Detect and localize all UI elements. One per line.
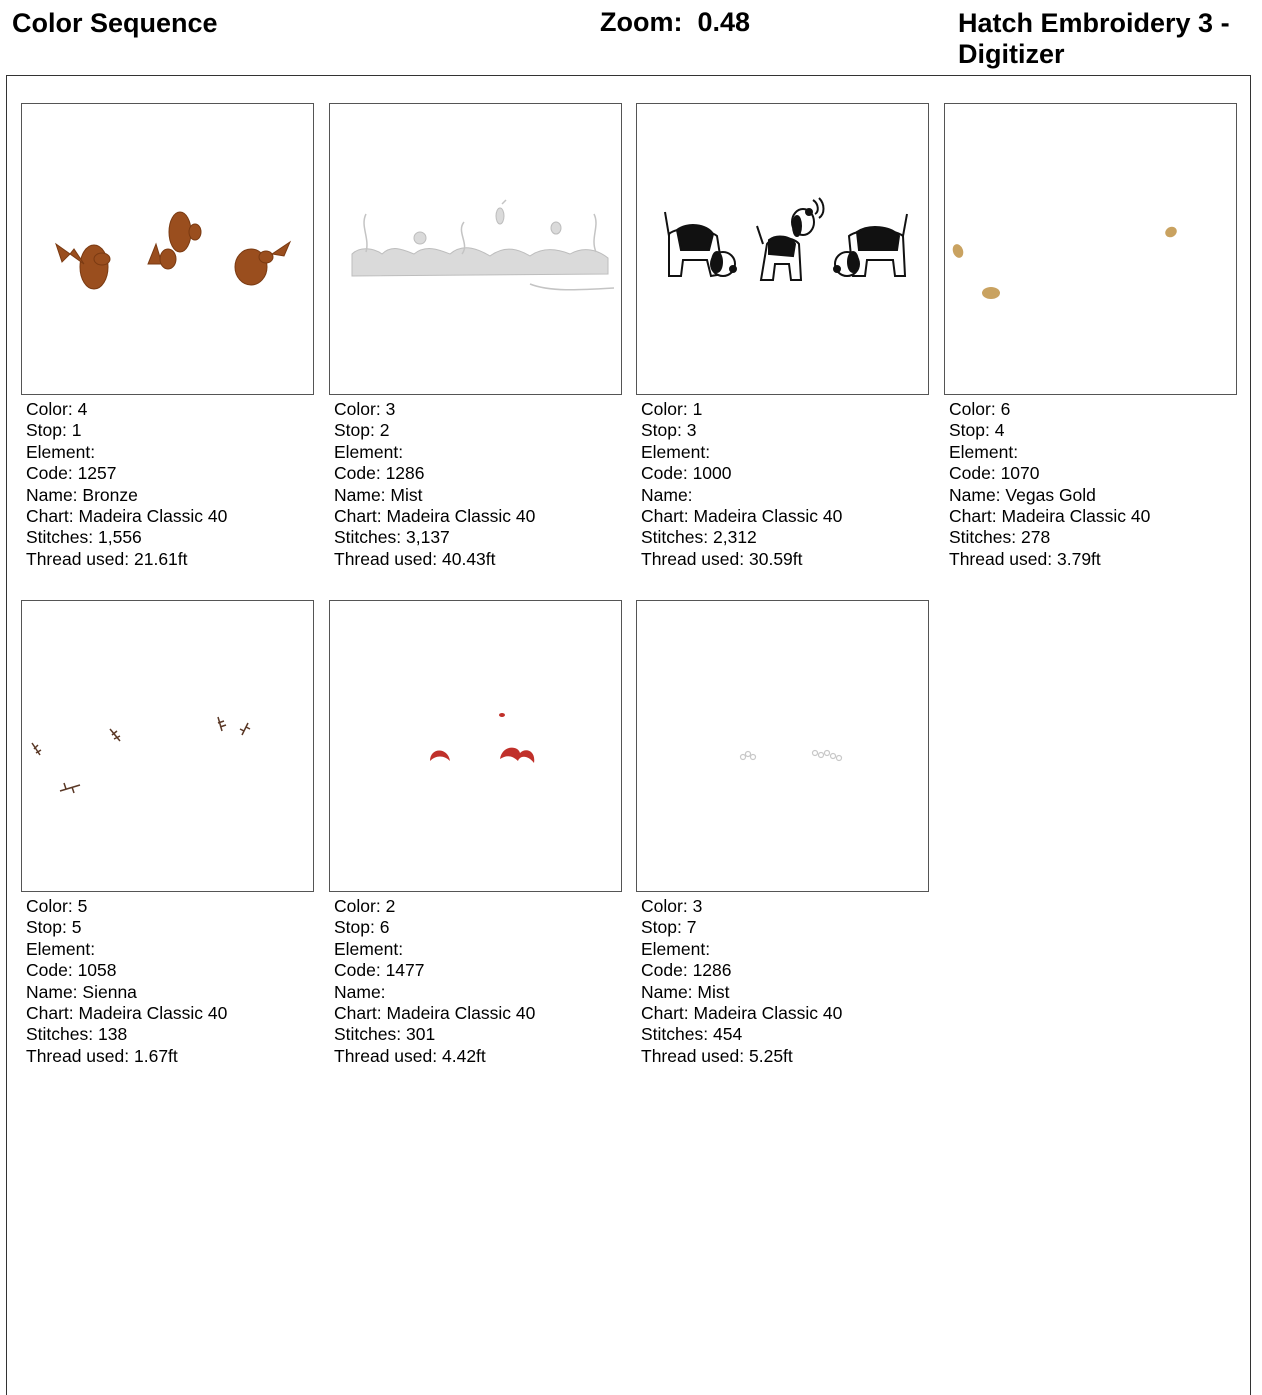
chart-value: Madeira Classic 40 <box>386 505 536 526</box>
chart-value: Madeira Classic 40 <box>693 505 843 526</box>
chart-label: Chart: <box>641 505 689 526</box>
name-label: Name: <box>949 484 1001 505</box>
stop-label: Stop: <box>641 420 682 441</box>
stop-label: Stop: <box>334 420 375 441</box>
thread-label: Thread used: <box>26 548 130 569</box>
zoom-label: Zoom: <box>600 7 683 37</box>
page-title: Color Sequence <box>12 8 218 38</box>
chart-label: Chart: <box>334 1002 382 1023</box>
stop-label: Stop: <box>26 917 67 938</box>
thread-label: Thread used: <box>26 1045 130 1066</box>
element-label: Element: <box>334 938 404 959</box>
code-label: Code: <box>334 960 381 981</box>
stop-value: 3 <box>686 420 697 441</box>
red-tongues-preview <box>330 601 621 891</box>
stitches-value: 2,312 <box>713 527 757 548</box>
name-label: Name: <box>26 484 78 505</box>
chart-label: Chart: <box>26 1002 74 1023</box>
name-value: Mist <box>390 484 423 505</box>
thread-value: 4.42ft <box>442 1045 486 1066</box>
chart-value: Madeira Classic 40 <box>78 505 228 526</box>
color-value: 1 <box>692 399 703 419</box>
color-value: 3 <box>692 896 703 916</box>
chart-label: Chart: <box>26 505 74 526</box>
element-label: Element: <box>26 938 96 959</box>
name-label: Name: <box>641 484 693 505</box>
thread-value: 30.59ft <box>749 548 803 569</box>
color-stop-info <box>334 399 535 570</box>
stitch-preview <box>636 600 929 892</box>
color-stop-info <box>641 399 842 570</box>
color-value: 5 <box>77 896 88 916</box>
chart-label: Chart: <box>949 505 997 526</box>
thread-value: 5.25ft <box>749 1045 793 1066</box>
stitch-preview <box>21 103 314 395</box>
chart-label: Chart: <box>641 1002 689 1023</box>
color-label: Color: <box>949 399 996 419</box>
stitches-value: 3,137 <box>406 527 450 548</box>
code-value: 1286 <box>385 463 425 484</box>
thread-label: Thread used: <box>641 548 745 569</box>
color-stop-info <box>641 896 842 1067</box>
chart-value: Madeira Classic 40 <box>78 1002 228 1023</box>
stitches-label: Stitches: <box>949 527 1017 548</box>
name-label: Name: <box>26 981 78 1002</box>
beagles-preview <box>637 104 928 394</box>
color-label: Color: <box>641 399 688 419</box>
element-label: Element: <box>641 441 711 462</box>
app-title: Hatch Embroidery 3 - Digitizer <box>958 8 1230 69</box>
element-label: Element: <box>334 441 404 462</box>
chart-value: Madeira Classic 40 <box>1001 505 1151 526</box>
bronze-shapes-preview <box>22 104 313 394</box>
stitch-preview <box>636 103 929 395</box>
stitches-label: Stitches: <box>334 527 402 548</box>
name-label: Name: <box>334 981 386 1002</box>
stitch-preview <box>329 600 622 892</box>
name-value: Bronze <box>82 484 138 505</box>
color-value: 6 <box>1000 399 1011 419</box>
stop-value: 5 <box>71 917 82 938</box>
stitches-value: 454 <box>713 1024 743 1045</box>
stop-value: 4 <box>994 420 1005 441</box>
sienna-twigs-preview <box>22 601 313 891</box>
thread-label: Thread used: <box>334 548 438 569</box>
stitches-label: Stitches: <box>641 527 709 548</box>
name-value: Sienna <box>82 981 137 1002</box>
name-value: Vegas Gold <box>1005 484 1096 505</box>
mist-outline-preview <box>330 104 621 394</box>
element-label: Element: <box>26 441 96 462</box>
stitches-label: Stitches: <box>641 1024 709 1045</box>
name-value: Mist <box>697 981 730 1002</box>
code-label: Code: <box>641 463 688 484</box>
color-stop-info <box>26 896 227 1067</box>
code-label: Code: <box>334 463 381 484</box>
color-value: 4 <box>77 399 88 419</box>
color-label: Color: <box>641 896 688 916</box>
stop-label: Stop: <box>26 420 67 441</box>
code-value: 1477 <box>385 960 425 981</box>
code-value: 1058 <box>77 960 117 981</box>
stitches-value: 1,556 <box>98 527 142 548</box>
code-label: Code: <box>949 463 996 484</box>
code-value: 1286 <box>692 960 732 981</box>
stitch-preview <box>944 103 1237 395</box>
stop-value: 2 <box>379 420 390 441</box>
stitches-value: 278 <box>1021 527 1051 548</box>
stitches-label: Stitches: <box>26 527 94 548</box>
name-label: Name: <box>641 981 693 1002</box>
code-label: Code: <box>26 960 73 981</box>
thread-label: Thread used: <box>949 548 1053 569</box>
thread-label: Thread used: <box>334 1045 438 1066</box>
color-label: Color: <box>26 896 73 916</box>
color-label: Color: <box>26 399 73 419</box>
color-value: 3 <box>385 399 396 419</box>
thread-value: 40.43ft <box>442 548 496 569</box>
stop-value: 6 <box>379 917 390 938</box>
stop-value: 7 <box>686 917 697 938</box>
code-value: 1070 <box>1000 463 1040 484</box>
color-label: Color: <box>334 399 381 419</box>
stop-value: 1 <box>71 420 82 441</box>
mist-small-preview <box>637 601 928 891</box>
color-value: 2 <box>385 896 396 916</box>
stitch-preview <box>329 103 622 395</box>
thread-value: 21.61ft <box>134 548 188 569</box>
stop-label: Stop: <box>334 917 375 938</box>
element-label: Element: <box>641 938 711 959</box>
gold-spots-preview <box>945 104 1236 394</box>
zoom-readout <box>600 7 750 38</box>
stitches-label: Stitches: <box>26 1024 94 1045</box>
color-stop-info <box>949 399 1150 570</box>
color-stop-info <box>26 399 227 570</box>
chart-value: Madeira Classic 40 <box>693 1002 843 1023</box>
code-label: Code: <box>641 960 688 981</box>
color-stop-info <box>334 896 535 1067</box>
chart-value: Madeira Classic 40 <box>386 1002 536 1023</box>
chart-label: Chart: <box>334 505 382 526</box>
thread-value: 1.67ft <box>134 1045 178 1066</box>
code-value: 1000 <box>692 463 732 484</box>
stitches-value: 138 <box>98 1024 128 1045</box>
code-label: Code: <box>26 463 73 484</box>
element-label: Element: <box>949 441 1019 462</box>
color-label: Color: <box>334 896 381 916</box>
stitches-value: 301 <box>406 1024 436 1045</box>
stitch-preview <box>21 600 314 892</box>
zoom-value: 0.48 <box>697 7 751 37</box>
stitches-label: Stitches: <box>334 1024 402 1045</box>
thread-value: 3.79ft <box>1057 548 1101 569</box>
code-value: 1257 <box>77 463 117 484</box>
thread-label: Thread used: <box>641 1045 745 1066</box>
stop-label: Stop: <box>641 917 682 938</box>
name-label: Name: <box>334 484 386 505</box>
stop-label: Stop: <box>949 420 990 441</box>
